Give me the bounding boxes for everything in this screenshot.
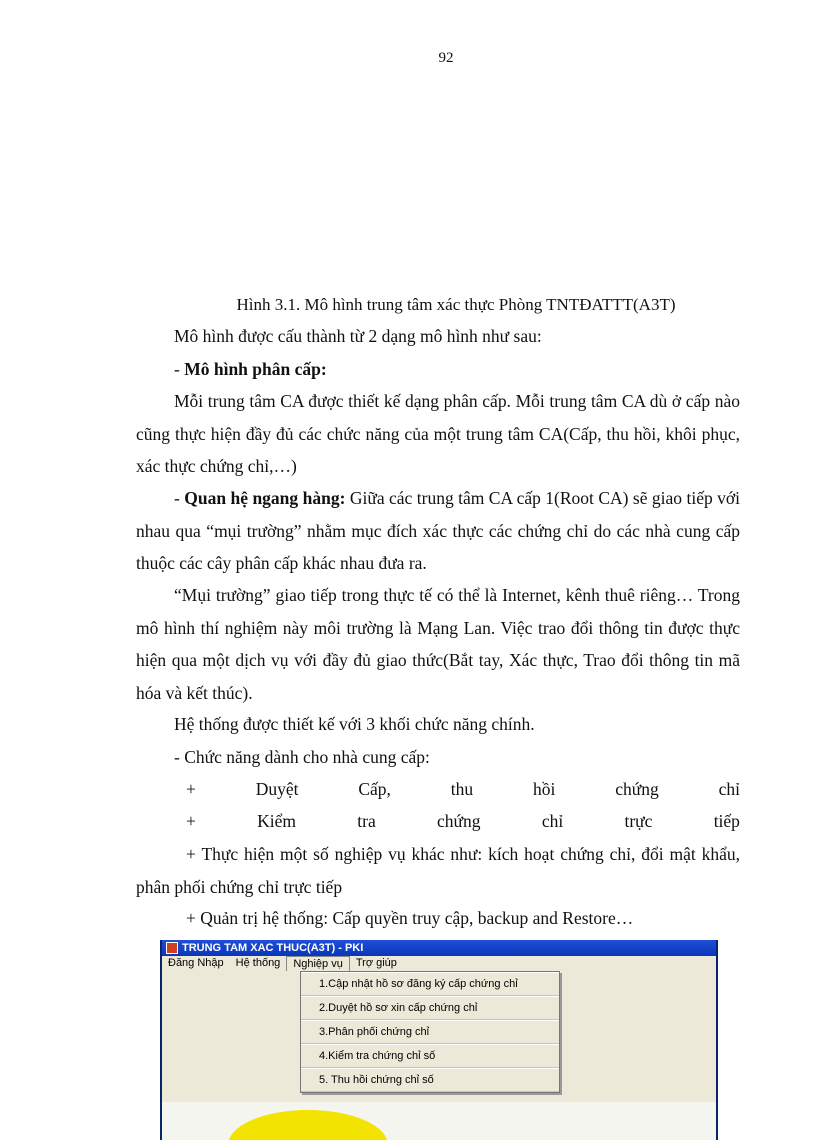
- menu-item-phan-phoi[interactable]: 3.Phân phối chứng chỉ: [301, 1020, 559, 1044]
- page-number: 92: [438, 50, 454, 66]
- environment-paragraph: “Mụi trường” giao tiếp trong thực tế có thể là Internet, kênh thuê riêng… Trong mô hình thí nghiệm này môi trường là Mạng Lan. Việc trao đổi thông tin được thực hiện qua một dịch vụ với đầy đủ giao thức(Bắt tay, Xác thực, Trao đổi thông tin mã hóa và kết thúc).: [136, 585, 740, 703]
- word: Kiểm: [257, 811, 297, 831]
- window-titlebar: [162, 940, 716, 956]
- hierarchy-paragraph: Mỗi trung tâm CA được thiết kế dạng phân cấp. Mỗi trung tâm CA dù ở cấp nào cũng thực hiện đầy đủ các chức năng của một trung tâm CA(Cấp, thu hồi, khôi phục, xác thực chứng chỉ,…): [136, 391, 740, 476]
- word: chứng: [615, 779, 659, 799]
- word: chỉ: [718, 779, 740, 799]
- function-line-1: [186, 773, 740, 806]
- menu-he-thong[interactable]: Hệ thống: [235, 957, 281, 969]
- intro-paragraph: Mô hình được cấu thành từ 2 dạng mô hình như sau:: [174, 326, 542, 346]
- window-content-area: [162, 1102, 716, 1140]
- word: chứng: [437, 811, 481, 831]
- menu-nghiep-vu[interactable]: Nghiệp vụ: [286, 956, 350, 971]
- menu-item-thu-hoi[interactable]: 5. Thu hồi chứng chỉ số: [301, 1068, 559, 1092]
- word: thu: [450, 779, 474, 799]
- word: +: [186, 779, 196, 799]
- function-line-3: + Thực hiện một số nghiệp vụ khác như: kích hoạt chứng chỉ, đổi mật khẩu, phân phối chứng chỉ trực tiếp: [136, 844, 740, 897]
- logo-disc: [228, 1110, 388, 1140]
- hierarchy-heading-text: Mô hình phân cấp:: [184, 359, 327, 379]
- word: tra: [357, 811, 376, 831]
- menu-dang-nhap[interactable]: Đăng Nhập: [168, 957, 224, 969]
- hierarchy-heading: - Mô hình phân cấp:: [174, 359, 327, 379]
- system-intro: Hệ thống được thiết kế với 3 khối chức năng chính.: [174, 714, 535, 734]
- nghiep-vu-dropdown: [300, 971, 560, 1093]
- window-title: TRUNG TAM XAC THUC(A3T) - PKI: [182, 942, 364, 954]
- figure-caption: Hình 3.1. Mô hình trung tâm xác thực Phòng TNTĐATTT(A3T): [236, 295, 676, 314]
- function-line-4: + Quản trị hệ thống: Cấp quyền truy cập, backup and Restore…: [186, 908, 634, 928]
- menu-item-duyet[interactable]: 2.Duyệt hồ sơ xin cấp chứng chỉ: [301, 996, 559, 1020]
- word: Cấp,: [358, 779, 391, 799]
- word: trực: [624, 811, 653, 831]
- function-line-2: [186, 805, 740, 838]
- word: hồi: [532, 779, 556, 799]
- word: +: [186, 811, 196, 831]
- menu-item-cap-nhat[interactable]: 1.Cập nhật hồ sơ đăng ký cấp chứng chỉ: [301, 972, 559, 996]
- app-icon: [166, 942, 178, 954]
- peer-paragraph: - Quan hệ ngang hàng: Giữa các trung tâm CA cấp 1(Root CA) sẽ giao tiếp với nhau qua “mụi trường” nhằm mục đích xác thực các chứng chỉ do các nhà cung cấp thuộc các cây phân cấp khác nhau đưa ra.: [136, 488, 741, 573]
- word: tiếp: [713, 811, 740, 831]
- menubar: [162, 956, 716, 971]
- peer-heading: Quan hệ ngang hàng:: [184, 488, 346, 508]
- app-window-screenshot: [160, 940, 718, 1140]
- provider-heading: - Chức năng dành cho nhà cung cấp:: [174, 747, 430, 767]
- menu-item-kiem-tra[interactable]: 4.Kiểm tra chứng chỉ số: [301, 1044, 559, 1068]
- menu-tro-giup[interactable]: Trợ giúp: [355, 957, 397, 969]
- peer-body: Giữa các trung tâm CA cấp 1(Root CA) sẽ giao tiếp với nhau qua “mụi trường” nhằm mục đích xác thực các chứng chỉ do các nhà cung cấp thuộc các cây phân cấp khác nhau đưa ra.: [136, 488, 741, 573]
- word: Duyệt: [255, 779, 299, 799]
- word: chỉ: [541, 811, 564, 831]
